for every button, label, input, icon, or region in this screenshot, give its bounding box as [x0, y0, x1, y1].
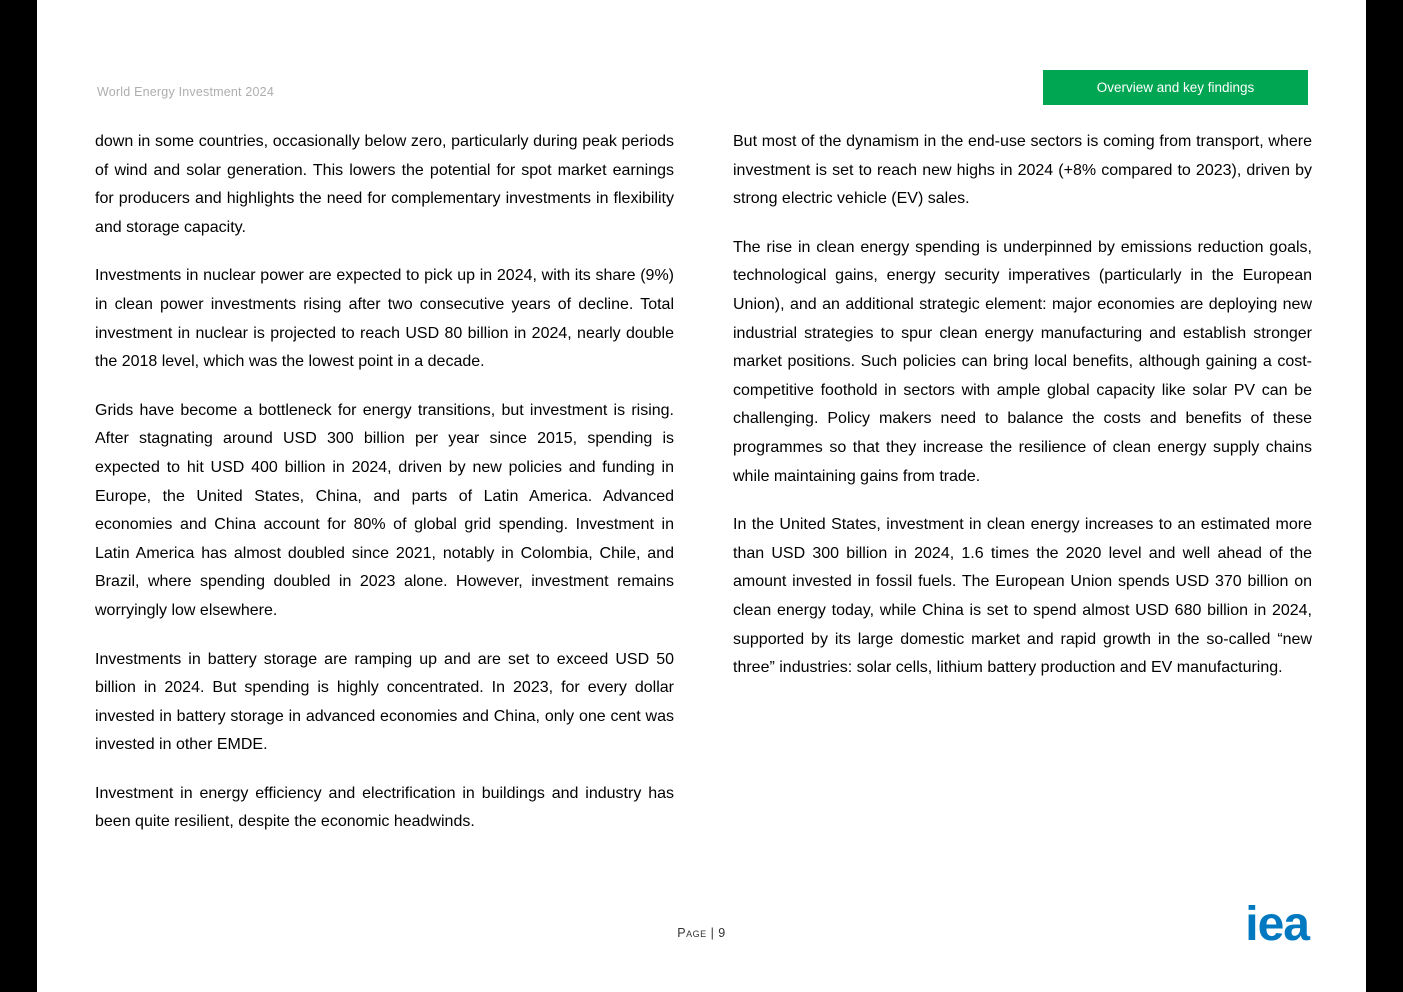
paragraph: In the United States, investment in clean energy increases to an estimated more than USD 300 billion in 2024, 1.6 times the 2020 level and well ahead of the amount invested in fossil fuels. The European Union spends USD 370 billion on clean energy today, while China is set to spend almost USD 680 billion in 2024, supported by its large domestic market and rapid growth in the so-called “new three” industries: solar cells, lithium battery production and EV manufacturing. [733, 516, 1312, 677]
paragraph: Investment in energy efficiency and electrification in buildings and industry has been quite resilient, despite the economic headwinds. [95, 784, 674, 831]
paragraph: Investments in nuclear power are expected to pick up in 2024, with its share (9%) in clean power investments rising after two consecutive years of decline. Total investment in nuclear is projected to reach USD 80 billion in 2024, nearly double the 2018 level, which was the lowest point in a decade. [95, 267, 674, 371]
document-title: World Energy Investment 2024 [97, 85, 274, 99]
paragraph: The rise in clean energy spending is underpinned by emissions reduction goals, technological gains, energy security imperatives (particularly in the European Union), and an additional strategic element: major economies are deploying new industrial strategies to spur clean energy manufacturing and establish stronger market positions. Such policies can bring local benefits, although gaining a cost-competitive foothold in sectors with ample global capacity like solar PV can be challenging. Policy makers need to balance the costs and benefits of these programmes so that they increase the resilience of clean energy supply chains while maintaining gains from trade. [733, 238, 1312, 485]
paragraph: But most of the dynamism in the end-use sectors is coming from transport, where investment is set to reach new highs in 2024 (+8% compared to 2023), driven by strong electric vehicle (EV) sales. [733, 133, 1312, 208]
paragraph: down in some countries, occasionally below zero, particularly during peak periods of wind and solar generation. This lowers the potential for spot market earnings for producers and highlights the need for complementary investments in flexibility and storage capacity. [95, 133, 674, 236]
right-black-bar [1366, 0, 1403, 992]
page-body [95, 128, 1312, 857]
paragraph: Investments in battery storage are ramping up and are set to exceed USD 50 billion in 2024. But spending is highly concentrated. In 2023, for every dollar invested in battery storage in advanced economies and China, only one cent was invested in other EMDE. [95, 650, 674, 754]
right-column [733, 128, 1312, 857]
left-column [95, 128, 674, 857]
section-banner: Overview and key findings [1043, 70, 1308, 105]
paragraph: Grids have become a bottleneck for energy transitions, but investment is rising. After stagnating around USD 300 billion per year since 2015, spending is expected to hit USD 400 billion in 2024, driven by new policies and funding in Europe, the United States, China, and parts of Latin America. Advanced economies and China account for 80% of global grid spending. Investment in Latin America has almost doubled since 2021, notably in Colombia, Chile, and Brazil, where spending doubled in 2023 alone. However, investment remains worryingly low elsewhere. [95, 401, 674, 619]
iea-logo: iea [1245, 898, 1309, 951]
page-number: Page | 9 [677, 926, 726, 940]
left-black-bar [0, 0, 37, 992]
